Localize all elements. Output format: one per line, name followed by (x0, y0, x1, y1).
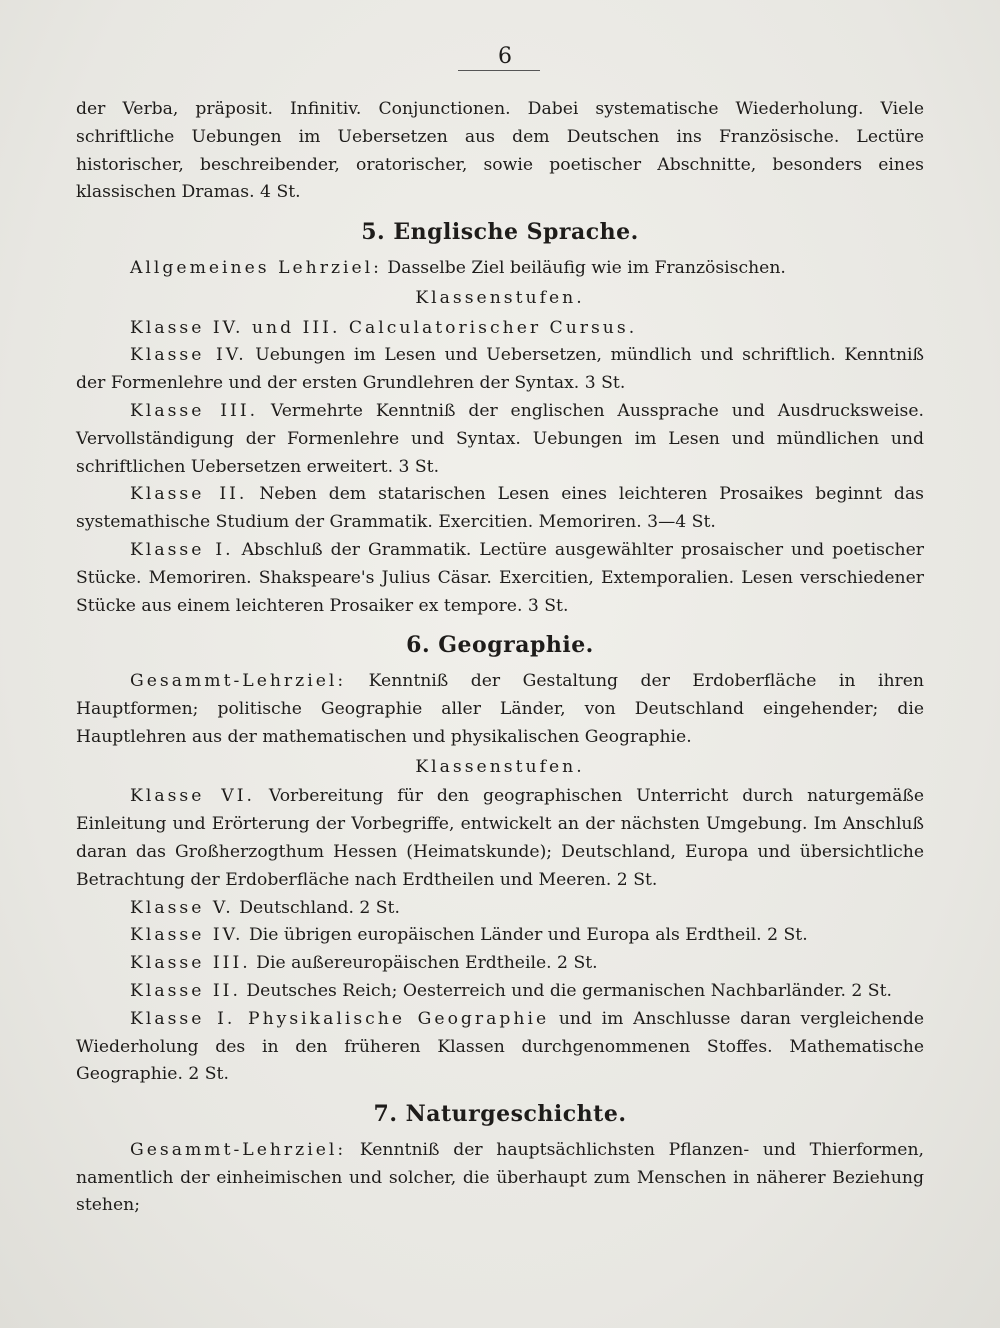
paragraph-continued: der Verba, präposit. Infinitiv. Conjunctionen. Dabei systematische Wiederholung. Viele schriftliche Uebungen im Uebersetzen aus dem Deutschen ins Französische. Lectüre historischer, beschreibender, oratorischer, sowie poetischer Abschnitte, besonders eines klassischen Dramas. 4 St. (76, 99, 924, 203)
paragraph-klasse: Klasse IV. und III. Calculatorischer Cursus. (130, 317, 638, 338)
section-heading-geographie: 6. Geographie. (406, 632, 594, 659)
paragraph-klasse: Klasse II. Deutsches Reich; Oesterreich und die germanischen Nachbarländer. 2 St. (130, 980, 892, 1001)
page-number: 6 (498, 44, 512, 69)
section-heading-englisch: 5. Englische Sprache. (361, 219, 639, 246)
paragraph-klasse: Klasse I. Abschluß der Grammatik. Lectüre ausgewählter prosaischer und poetischer Stücke. Memoriren. Shakspeare's Julius Cäsar. Exercitien, Extemporalien. Lesen verschiedener Stücke aus einem leichteren Prosaiker ex tempore. 3 St. (76, 539, 924, 616)
body-text (76, 96, 924, 1220)
paragraph-klasse: Klasse IV. Die übrigen europäischen Länder und Europa als Erdtheil. 2 St. (130, 925, 808, 946)
paragraph-lehrziel-englisch: Allgemeines Lehrziel: Dasselbe Ziel beiläufig wie im Französischen. (130, 257, 786, 278)
paragraph-klasse: Klasse II. Neben dem statarischen Lesen eines leichteren Prosaikes beginnt das systemathische Studium der Grammatik. Exercitien. Memoriren. 3—4 St. (76, 484, 925, 533)
subheading-klassenstufen: Klassenstufen. (415, 287, 585, 308)
paragraph-klasse: Klasse IV. Uebungen im Lesen und Uebersetzen, mündlich und schriftlich. Kenntniß der Formenlehre und der ersten Grundlehren der Syntax. 3 St. (76, 345, 924, 394)
paragraph-klasse: Klasse III. Die außereuropäischen Erdtheile. 2 St. (130, 953, 598, 974)
paragraph-klasse: Klasse V. Deutschland. 2 St. (130, 897, 400, 918)
paragraph-klasse: Klasse III. Vermehrte Kenntniß der englischen Aussprache und Ausdrucksweise. Vervollständigung der Formenlehre und Syntax. Uebungen im Lesen und mündlichen und schriftlichen Uebersetzen erweitert. 3 St. (76, 400, 924, 477)
subheading-klassenstufen: Klassenstufen. (415, 756, 585, 777)
page-number-rule (458, 70, 540, 71)
paragraph-lehrziel-naturgeschichte: Gesammt-Lehrziel: Kenntniß der hauptsächlichsten Pflanzen- und Thierformen, namentlich der einheimischen und solcher, die überhaupt zum Menschen in näherer Beziehung stehen; (76, 1139, 924, 1216)
paragraph-lehrziel-geographie: Gesammt-Lehrziel: Kenntniß der Gestaltung der Erdoberfläche in ihren Hauptformen; politische Geographie aller Länder, von Deutschland eingehender; die Hauptlehren aus der mathematischen und physikalischen Geographie. (76, 671, 924, 747)
paragraph-klasse: Klasse I. Physikalische Geographie und im Anschlusse daran vergleichende Wiederholung des in den früheren Klassen durchgenommenen Stoffes. Mathematische Geographie. 2 St. (76, 1008, 924, 1085)
paragraph-klasse: Klasse VI. Vorbereitung für den geographischen Unterricht durch naturgemäße Einleitung und Erörterung der Vorbegriffe, entwickelt an der nächsten Umgebung. Im Anschluß daran das Großherzogthum Hessen (Heimatskunde); Deutschland, Europa und übersichtliche Betrachtung der Erdoberfläche nach Erdtheilen und Meeren. 2 St. (76, 786, 924, 890)
section-heading-naturgeschichte: 7. Naturgeschichte. (373, 1101, 627, 1128)
